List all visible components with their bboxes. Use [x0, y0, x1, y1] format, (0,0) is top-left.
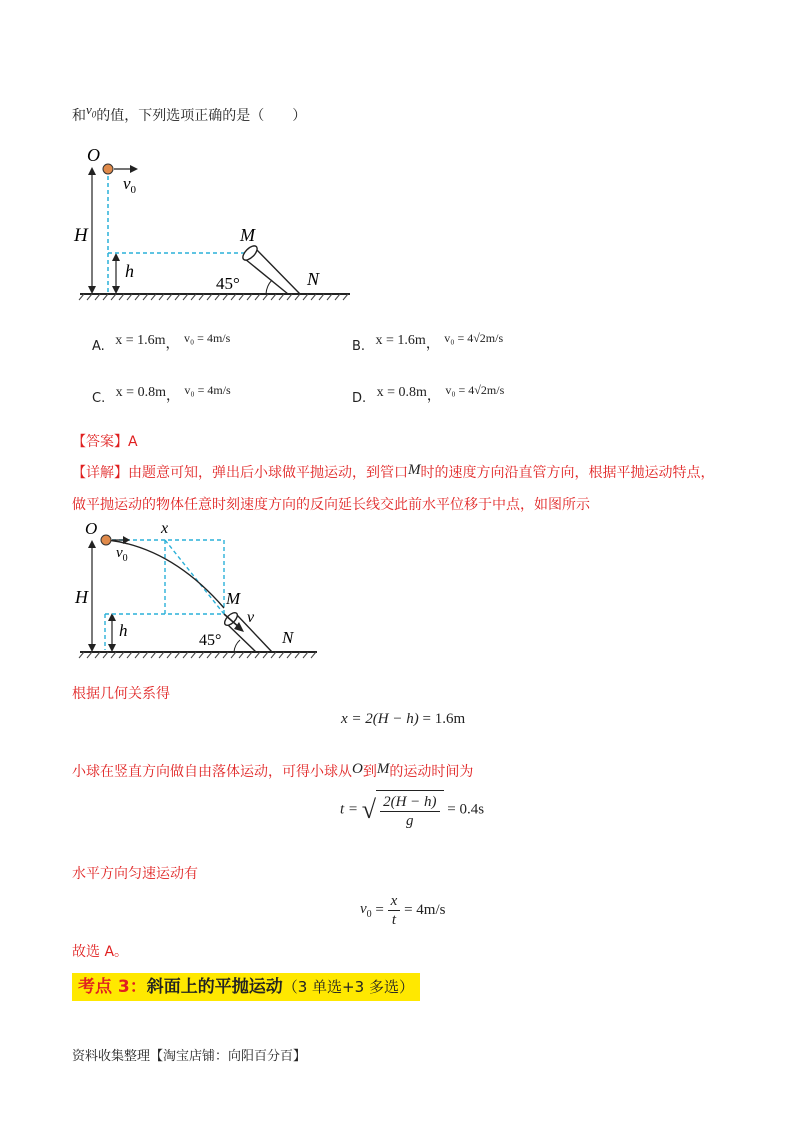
section-label: 考点 3：	[78, 977, 147, 997]
figure-1	[70, 140, 360, 305]
label-M: M	[240, 225, 255, 245]
question-suffix: 的值，下列选项正确的是（ ）	[96, 108, 307, 124]
fall-var-O: O	[352, 761, 363, 777]
eq2-den: g	[406, 813, 414, 829]
eq2-rhs: = 0.4s	[443, 801, 485, 818]
angle-arc	[266, 280, 272, 294]
eq3-rhs: = 4m/s	[400, 902, 446, 918]
label-M-2: M	[226, 589, 241, 608]
explanation-line-1	[72, 463, 715, 483]
question-v0-sub: 0	[91, 109, 97, 120]
fall-line	[72, 762, 473, 782]
question-v0	[86, 102, 97, 120]
option-C-v: v₀ = 4m/s	[184, 383, 231, 397]
option-A-x: x = 1.6m	[115, 333, 166, 348]
label-h-2: h	[119, 621, 128, 640]
fall-mid: 到	[362, 764, 377, 780]
explanation-line-1b: 时的速度方向沿直管方向，根据平抛运动特点，	[420, 465, 715, 481]
ball-O-2	[101, 535, 111, 545]
option-C-x: x = 0.8m	[115, 385, 166, 400]
eq2-num: 2(H − h)	[380, 793, 439, 812]
conclusion: 故选 A。	[72, 944, 129, 960]
eq1-paren: (H − h)	[372, 711, 419, 727]
option-B-v: v₀ = 4√2m/s	[444, 331, 504, 345]
h-arrow-head-bottom	[112, 286, 120, 294]
footer-text: 资料收集整理【淘宝店铺：向阳百分百】	[72, 1049, 307, 1064]
section-banner	[72, 973, 420, 1001]
label-v-2: v	[247, 609, 255, 626]
label-h: h	[125, 261, 134, 281]
section-sub: （3 单选+3 多选）	[282, 978, 414, 996]
h-arrow-head-top	[112, 253, 120, 261]
question-prefix: 和	[72, 108, 86, 124]
question-line	[72, 102, 307, 131]
eq1-rhs: = 1.6m	[418, 711, 466, 727]
option-D-letter: D.	[352, 391, 367, 406]
option-B-letter: B.	[352, 339, 366, 354]
h-arrow-2-head-bottom	[108, 644, 116, 652]
label-angle-2: 45°	[199, 632, 222, 649]
option-A-letter: A.	[92, 339, 105, 354]
answer-label: 【答案】A	[72, 434, 138, 450]
fall-a: 小球在竖直方向做自由落体运动，可得小球从	[72, 764, 352, 780]
label-N: N	[307, 269, 320, 289]
v0-arrow-head	[130, 165, 138, 173]
figure-2	[72, 518, 332, 663]
label-H-2: H	[75, 587, 88, 607]
option-A-v: v₀ = 4m/s	[184, 331, 231, 345]
trajectory	[108, 540, 224, 608]
label-O-2: O	[85, 519, 98, 538]
fall-b: 的运动时间为	[389, 764, 474, 780]
label-angle: 45°	[216, 274, 240, 293]
H-arrow-head-top	[88, 167, 96, 175]
horiz-title: 水平方向匀速运动有	[72, 866, 198, 882]
eq2-lhs: t =	[340, 801, 362, 818]
option-B[interactable]: B. x = 1.6m， v₀ = 4√2m/s	[352, 331, 504, 354]
equation-3	[360, 892, 445, 929]
label-v0-2: $v_0$	[116, 545, 128, 564]
equation-1	[341, 711, 465, 728]
option-C-letter: C.	[92, 391, 106, 406]
H-arrow-head-bottom	[88, 286, 96, 294]
equation-2: t = √ $\frac{2(H - h)}{g}$ = 0.4s	[340, 790, 484, 830]
angle-arc-2	[234, 640, 240, 652]
geom-title: 根据几何关系得	[72, 686, 170, 702]
option-A[interactable]: A. x = 1.6m， v₀ = 4m/s	[92, 331, 231, 354]
option-C[interactable]: C. x = 0.8m， v₀ = 4m/s	[92, 383, 231, 406]
section-title: 斜面上的平抛运动	[146, 977, 283, 997]
H-arrow-2-head-bottom	[88, 644, 96, 652]
H-arrow-2-head-top	[88, 540, 96, 548]
eq3-num: x	[388, 892, 401, 911]
question-v0-letter: v	[86, 102, 92, 117]
tube	[240, 243, 300, 294]
fall-var-M: M	[376, 761, 390, 777]
label-v0: $v_0$	[123, 174, 137, 196]
eq1-lhs: x = 2	[341, 711, 373, 727]
label-x-2: x	[161, 520, 169, 537]
eq3-den: t	[391, 912, 397, 928]
eq3-lhs: $v_0$	[360, 901, 372, 920]
eq3-eq: =	[371, 902, 388, 918]
option-B-x: x = 1.6m	[375, 333, 426, 348]
explanation-line-1a: 【详解】由题意可知，弹出后小球做平抛运动，到管口	[72, 465, 408, 481]
option-D-v: v₀ = 4√2m/s	[445, 383, 505, 397]
label-O: O	[87, 145, 100, 165]
option-D-x: x = 0.8m	[376, 385, 427, 400]
label-H: H	[74, 225, 88, 246]
explanation-line-2: 做平抛运动的物体任意时刻速度方向的反向延长线交此前水平位移于中点，如图所示	[72, 497, 590, 513]
option-D[interactable]: D. x = 0.8m， v₀ = 4√2m/s	[352, 383, 505, 406]
ball-O	[103, 164, 113, 174]
label-N-2: N	[282, 628, 294, 647]
explanation-var-M: M	[408, 462, 421, 478]
